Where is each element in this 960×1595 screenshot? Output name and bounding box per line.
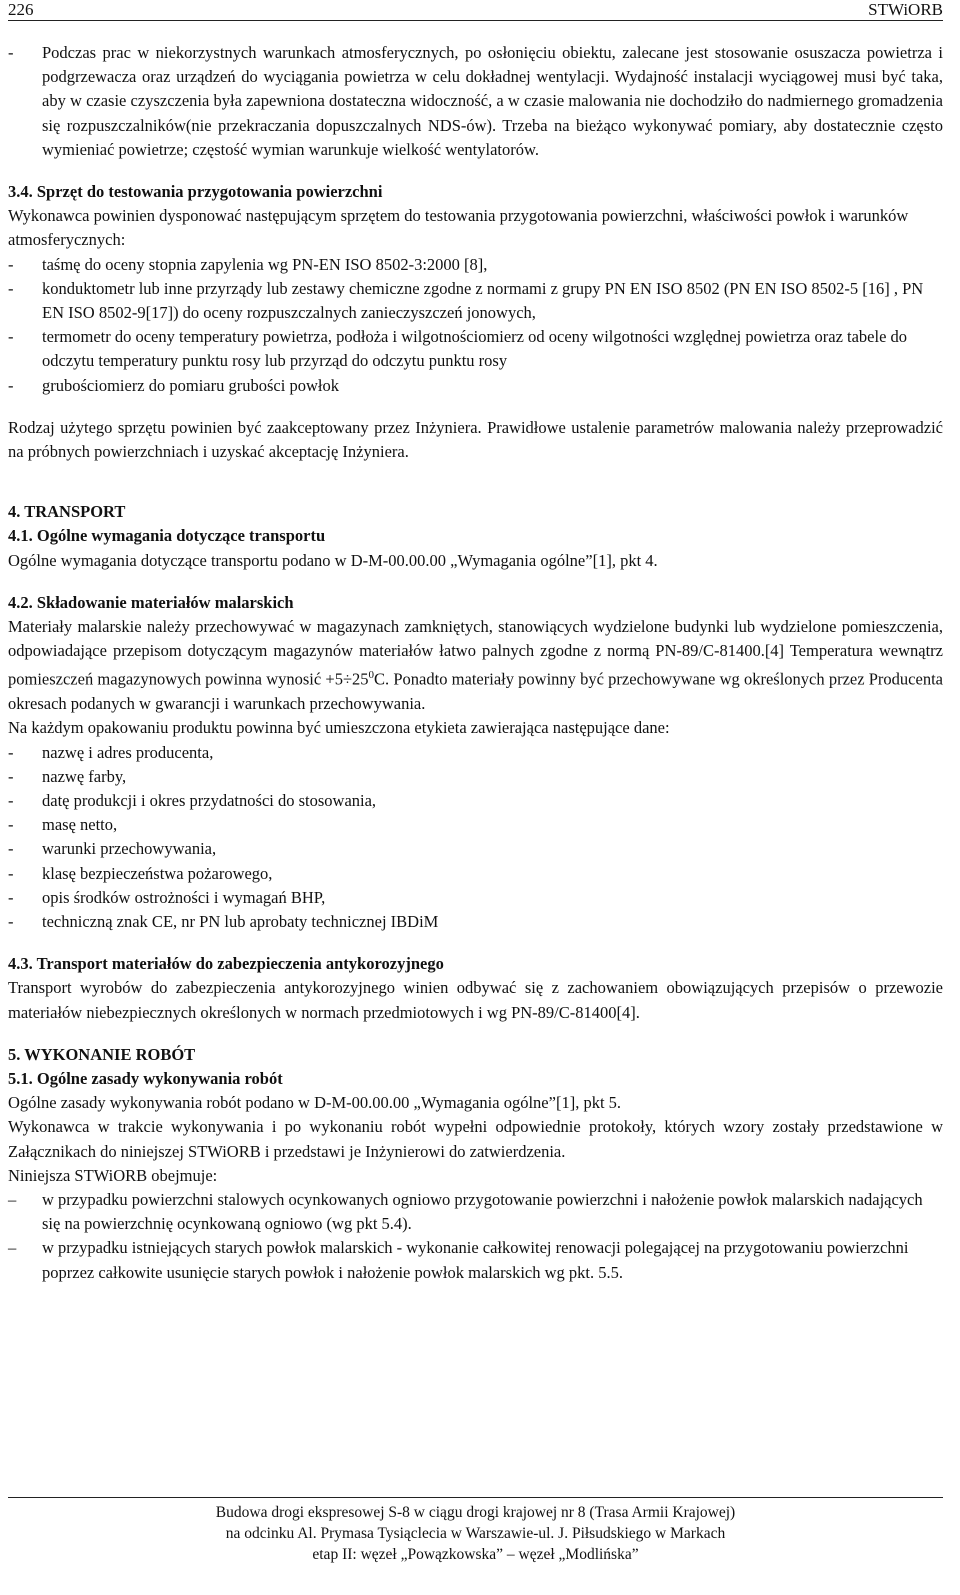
- footer-line-2: na odcinku Al. Prymasa Tysiąclecia w Warszawie-ul. J. Piłsudskiego w Markach: [225, 1525, 726, 1542]
- section-5-1-text: Ogólne zasady wykonywania robót podano w D-M-00.00.00 „Wymagania ogólne”[1], pkt 5.: [8, 1093, 622, 1113]
- section-5-1-scope: Niniejsza STWiORB obejmuje:: [8, 1165, 218, 1185]
- section-4-3-heading: 4.3. Transport materiałów do zabezpieczenia antykorozyjnego: [8, 954, 444, 974]
- intro-paragraph: [8, 41, 943, 162]
- page-number: 226: [8, 0, 34, 19]
- page-footer: [8, 1497, 943, 1565]
- list-item: - konduktometr lub inne przyrządy lub zestawy chemiczne zgodne z normami z grupy PN EN ISO 8502 (PN EN ISO 8502-5 [16] , PN EN ISO 8502-9[17]) do oceny rozpuszczalnych zanieczyszczeń jonowych,: [8, 278, 924, 323]
- list-item: - techniczną znak CE, nr PN lub aprobaty technicznej IBDiM: [8, 912, 439, 931]
- list-item: - masę netto,: [8, 815, 118, 835]
- section-3-4-intro: Wykonawca powinien dysponować następującym sprzętem do testowania przygotowania powierzchni, właściwości powłok i warunków atmosferycznych:: [8, 206, 909, 250]
- list-item: – w przypadku powierzchni stalowych ocynkowanych ogniowo przygotowanie powierzchni i nałożenie powłok malarskich nadających się na powierzchnię ocynkowaną ogniowo (wg pkt 5.4).: [8, 1190, 923, 1234]
- section-5-1-text2: Wykonawca w trakcie wykonywania i po wykonaniu robót wypełni odpowiednie protokoły, których wzory zostały przedstawione w Załącznikach do niniejszej STWiORB i przedstawi je Inżynierowi do zatwierdzenia.: [8, 1117, 943, 1161]
- document-body: [8, 41, 943, 1285]
- list-item: - klasę bezpieczeństwa pożarowego,: [8, 863, 273, 883]
- section-4-heading: 4. TRANSPORT: [8, 502, 126, 522]
- list-item: - opis środków ostrożności i wymagań BHP,: [8, 887, 326, 907]
- degree-superscript: 0: [368, 669, 375, 682]
- dash-marker: -: [8, 43, 14, 62]
- footer-line-1: Budowa drogi ekspresowej S-8 w ciągu drogi krajowej nr 8 (Trasa Armii Krajowej): [215, 1504, 736, 1521]
- list-item: - grubościomierz do pomiaru grubości powłok: [8, 375, 339, 395]
- intro-text: Podczas prac w niekorzystnych warunkach atmosferycznych, po osłonięciu obiektu, zalecane jest stosowanie osuszacza powietrza i podgrzewacza oraz urządzeń do wyciągania powietrza w celu dokładnej wentylacji. Wydajność instalacji wyciągowej musi być taka, aby w czasie czyszczenia była zapewniona dostateczna widoczność, a w czasie malowania nie dochodziło do nadmiernego gromadzenia się rozpuszczalników(nie przekraczania dopuszczalnych NDS-ów). Trzeba na bieżąco wykonywać pomiary, aby dostatecznie często wymieniać powietrze; częstość wymian warunkuje wielkość wentylatorów.: [42, 43, 943, 159]
- section-3-4-closing: Rodzaj użytego sprzętu powinien być zaakceptowany przez Inżyniera. Prawidłowe ustalenie parametrów malowania należy przeprowadzić na próbnych powierzchniach i uzyskać akceptację Inżyniera.: [8, 417, 943, 462]
- equipment-list: [8, 253, 943, 398]
- list-item: – w przypadku istniejących starych powłok malarskich - wykonanie całkowitej renowacji polegającej na przygotowaniu powierzchni poprzez całkowite usunięcie starych powłok i nałożenie powłok malarskich wg pkt. 5.5.: [8, 1238, 909, 1282]
- footer-line-3: etap II: węzeł „Powązkowska” – węzeł „Modlińska”: [312, 1546, 639, 1563]
- list-item: - datę produkcji i okres przydatności do stosowania,: [8, 790, 377, 810]
- list-item: - nazwę i adres producenta,: [8, 742, 214, 762]
- document-code: STWiORB: [868, 0, 943, 19]
- section-3-4-heading: 3.4. Sprzęt do testowania przygotowania powierzchni: [8, 182, 383, 202]
- label-intro: Na każdym opakowaniu produktu powinna być umieszczona etykieta zawierająca następujące dane:: [8, 718, 670, 738]
- list-item: - nazwę farby,: [8, 766, 127, 786]
- scope-list: [8, 1188, 943, 1285]
- section-4-2-text: Materiały malarskie należy przechowywać w magazynach zamkniętych, stanowiących wydzielone budynki lub wydzielone pomieszczenia, odpowiadające przepisom dotyczącym magazynów materiałów łatwo palnych zgodne z normą PN-89/C-81400.[4] Temperatura wewnątrz pomieszczeń magazynowych powinna wynosić $+5\div 25^0C$. Ponadto materiały powinny być przechowywane wg określonych przez Producenta okresach podanych w gwarancji i warunkach przechowywania.: [8, 617, 943, 714]
- list-item: - termometr do oceny temperatury powietrza, podłoża i wilgotnościomierz od oceny wilgotności względnej powietrza oraz tabele do odczytu temperatury punktu rosy lub przyrząd do odczytu punktu rosy: [8, 327, 908, 371]
- list-item: - warunki przechowywania,: [8, 839, 217, 859]
- section-4-2-heading: 4.2. Składowanie materiałów malarskich: [8, 592, 294, 612]
- section-5-1-heading: 5.1. Ogólne zasady wykonywania robót: [8, 1069, 283, 1089]
- page-header: [8, 0, 943, 21]
- section-4-1-text: Ogólne wymagania dotyczące transportu podano w D-M-00.00.00 „Wymagania ogólne”[1], pkt 4.: [8, 550, 658, 570]
- label-data-list: [8, 741, 943, 935]
- section-5-heading: 5. WYKONANIE ROBÓT: [8, 1044, 196, 1064]
- section-4-3-text: Transport wyrobów do zabezpieczenia antykorozyjnego winien odbywać się z zachowaniem obowiązujących przepisów o przewozie materiałów niebezpiecznych określonych w normach przedmiotowych i wg PN-89/C-81400[4].: [8, 978, 943, 1022]
- list-item: - taśmę do oceny stopnia zapylenia wg PN-EN ISO 8502-3:2000 [8],: [8, 254, 488, 274]
- section-4-1-heading: 4.1. Ogólne wymagania dotyczące transportu: [8, 526, 326, 546]
